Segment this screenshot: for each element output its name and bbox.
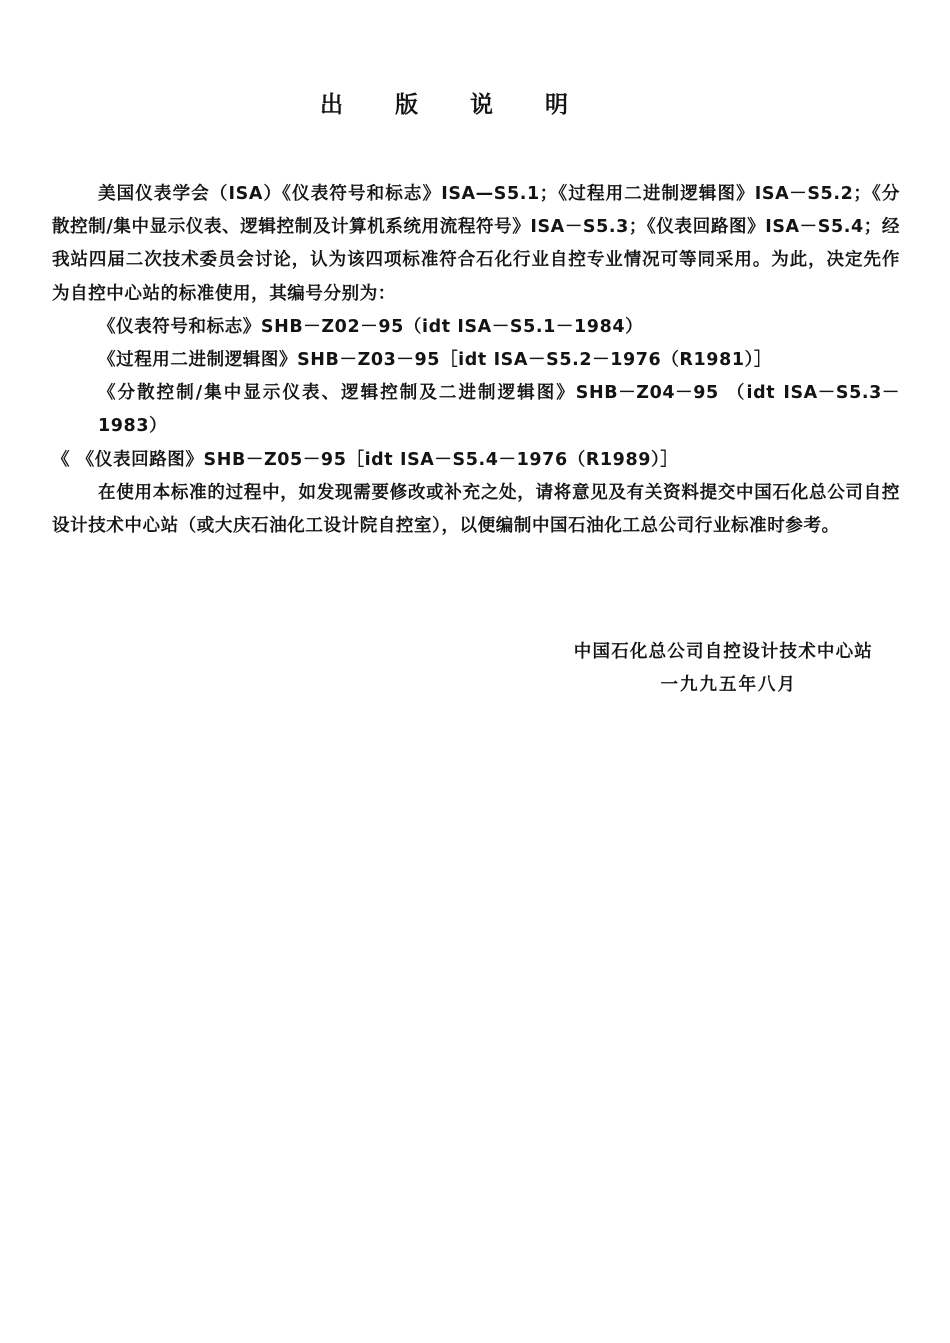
signature-date: 一九九五年八月: [660, 675, 797, 695]
intro-paragraph: 美国仪表学会（ISA）《仪表符号和标志》ISA—S5.1；《过程用二进制逻辑图》ISA－S5.2；《分散控制/集中显示仪表、逻辑控制及计算机系统用流程符号》ISA－S5.3；《仪表回路图》ISA－S5.4；经我站四届二次技术委员会讨论，认为该四项标准符合石化行业自控专业情况可等同采用。为此，决定先作为自控中心站的标准使用，其编号分别为：: [52, 184, 900, 304]
standard-ref-1: 《仪表符号和标志》SHB－Z02－95（idt ISA－S5.1－1984）: [98, 316, 644, 337]
signature-organization: 中国石化总公司自控设计技术中心站: [573, 642, 873, 662]
page-title: 出 版 说 明: [319, 92, 591, 118]
standard-ref-3: 《分散控制/集中显示仪表、逻辑控制及二进制逻辑图》SHB－Z04－95 （idt ISA－S5.3－1983）: [98, 383, 900, 437]
signature-block: [0, 636, 873, 702]
standard-ref-4: 《 《仪表回路图》SHB－Z05－95［idt ISA－S5.4－1976（R1989）］: [52, 449, 679, 470]
standard-ref-2: 《过程用二进制逻辑图》SHB－Z03－95［idt ISA－S5.2－1976（R1981）］: [98, 350, 773, 371]
feedback-paragraph: 在使用本标准的过程中，如发现需要修改或补充之处，请将意见及有关资料提交中国石化总公司自控设计技术中心站（或大庆石油化工设计院自控室），以便编制中国石油化工总公司行业标准时参考。: [52, 482, 900, 537]
document-body: [52, 178, 900, 543]
